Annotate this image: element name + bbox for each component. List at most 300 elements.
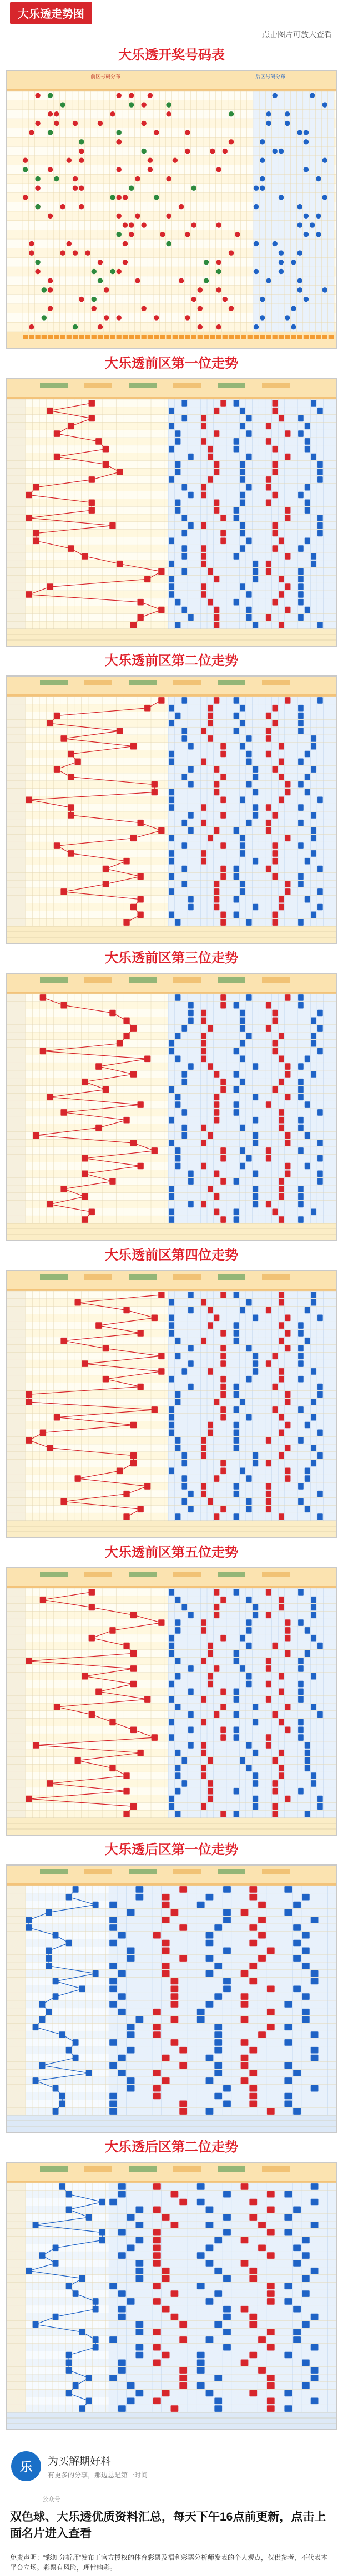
stat-marker	[266, 1101, 271, 1108]
stat-marker	[279, 1604, 284, 1611]
draw-marker	[47, 720, 53, 727]
stat-marker	[284, 2093, 292, 2100]
stat-marker	[169, 1140, 174, 1146]
stat-marker	[273, 461, 278, 468]
chart-image[interactable]	[6, 1864, 337, 2133]
stat-marker	[179, 2375, 187, 2381]
stat-marker	[266, 1612, 271, 1619]
stat-marker	[109, 2283, 117, 2290]
stat-marker	[208, 1650, 213, 1657]
stat-marker	[273, 1811, 278, 1817]
draw-marker	[66, 2367, 72, 2374]
front-ball	[29, 250, 34, 255]
stat-marker	[311, 2085, 319, 2092]
stat-marker	[246, 751, 252, 758]
draw-marker	[46, 1955, 52, 1962]
stat-marker	[223, 2229, 231, 2236]
stat-marker	[220, 797, 226, 804]
stat-marker	[240, 842, 245, 849]
stat-marker	[311, 1040, 316, 1047]
stat-marker	[305, 1132, 310, 1139]
stat-marker	[253, 1796, 259, 1802]
stat-marker	[234, 866, 239, 872]
front-ball	[48, 167, 53, 172]
stat-marker	[298, 1665, 304, 1672]
front-ball	[110, 195, 115, 200]
stat-marker	[206, 2108, 214, 2115]
stat-marker	[284, 2405, 292, 2412]
stat-marker	[234, 1811, 239, 1817]
stat-marker	[175, 1673, 181, 1680]
stat-marker	[181, 530, 187, 537]
stat-marker	[246, 1765, 252, 1772]
draw-marker	[103, 1345, 109, 1352]
front-ball	[48, 214, 53, 219]
stat-marker	[246, 614, 252, 621]
chart-image[interactable]	[6, 2162, 337, 2430]
draw-marker	[60, 1338, 67, 1344]
chart-block-2	[6, 647, 337, 944]
stat-marker	[169, 561, 174, 567]
front-ball	[110, 111, 115, 116]
stat-marker	[267, 2405, 275, 2412]
stat-marker	[311, 1917, 319, 1923]
stat-marker	[179, 2062, 187, 2069]
stat-marker	[206, 2260, 214, 2267]
stat-marker	[234, 873, 239, 880]
stat-marker	[214, 904, 220, 911]
stat-marker	[135, 2329, 143, 2335]
stat-marker	[298, 583, 304, 590]
stat-marker	[266, 561, 271, 567]
stat-marker	[175, 599, 181, 606]
stat-marker	[266, 1002, 271, 1009]
stat-marker	[175, 1391, 181, 1398]
stat-marker	[273, 530, 278, 537]
stat-marker	[317, 904, 323, 911]
stat-marker	[214, 1171, 220, 1177]
back-ball	[279, 269, 284, 274]
stat-marker	[298, 705, 304, 712]
stat-marker	[220, 1353, 226, 1360]
stat-marker	[197, 2016, 205, 2023]
front-ball	[216, 287, 221, 292]
stat-marker	[175, 1811, 181, 1817]
stat-marker	[305, 507, 310, 514]
stat-marker	[181, 400, 187, 407]
draw-marker	[130, 622, 137, 628]
stat-marker	[266, 1665, 271, 1672]
chart-title: 大乐透开奖号码表	[118, 48, 225, 63]
front-ball	[135, 176, 140, 181]
stat-marker	[284, 2101, 292, 2107]
front-ball	[185, 315, 190, 320]
stat-marker	[175, 1033, 181, 1039]
draw-marker	[82, 1079, 88, 1085]
stat-marker	[175, 1627, 181, 1634]
stat-marker	[311, 2314, 319, 2320]
draw-marker	[54, 766, 60, 773]
stat-marker	[311, 2398, 319, 2405]
stat-marker	[298, 1193, 304, 1200]
stat-marker	[305, 1056, 310, 1063]
stat-marker	[246, 1643, 252, 1649]
stat-marker	[246, 415, 252, 422]
stat-marker	[311, 2199, 319, 2206]
stat-marker	[285, 1627, 291, 1634]
stat-marker	[302, 2237, 310, 2244]
stat-marker	[266, 728, 271, 734]
stat-marker	[220, 1734, 226, 1741]
stat-marker	[169, 476, 174, 483]
stat-marker	[153, 2360, 161, 2366]
draw-marker	[93, 2306, 99, 2313]
stat-marker	[273, 1209, 278, 1216]
stat-marker	[188, 1727, 194, 1734]
stat-marker	[246, 1155, 252, 1162]
stat-marker	[175, 1353, 181, 1360]
stat-marker	[273, 1086, 278, 1093]
stat-marker	[305, 751, 310, 758]
stat-marker	[223, 1986, 231, 1993]
stat-marker	[293, 1955, 301, 1962]
promo-desc: 有更多的分享，那边总是第一时间	[48, 2471, 148, 2479]
stat-marker	[181, 545, 187, 552]
draw-marker	[53, 2245, 59, 2252]
draw-marker	[130, 1071, 137, 1078]
stat-marker	[234, 1788, 239, 1795]
stat-marker	[246, 919, 252, 926]
stat-marker	[302, 2252, 310, 2259]
draw-marker	[26, 1796, 32, 1802]
draw-marker	[158, 568, 164, 575]
draw-marker	[33, 2222, 39, 2228]
stat-marker	[311, 735, 316, 742]
draw-marker	[33, 530, 39, 537]
stat-marker	[273, 1010, 278, 1017]
draw-marker	[89, 400, 95, 407]
stat-marker	[279, 1322, 284, 1329]
front-ball	[35, 121, 40, 126]
stat-marker	[214, 1399, 220, 1405]
draw-marker	[47, 1780, 53, 1787]
draw-marker	[73, 2290, 79, 2297]
stat-marker	[181, 1498, 187, 1505]
stat-marker	[208, 1498, 213, 1505]
draw-marker	[66, 2390, 72, 2397]
stat-marker	[118, 2360, 126, 2366]
front-ball	[198, 306, 203, 311]
stat-marker	[298, 1063, 304, 1070]
stat-marker	[214, 781, 220, 788]
draw-marker	[123, 1033, 129, 1039]
stat-marker	[127, 2024, 135, 2031]
stat-marker	[266, 751, 271, 758]
stat-marker	[234, 1109, 239, 1116]
stat-marker	[311, 1071, 316, 1078]
stat-marker	[175, 1597, 181, 1603]
front-ball	[60, 250, 65, 255]
draw-marker	[109, 522, 115, 529]
stat-marker	[279, 1033, 284, 1039]
stat-marker	[311, 912, 316, 918]
stat-marker	[234, 1216, 239, 1223]
stat-marker	[266, 804, 271, 811]
draw-marker	[130, 1460, 137, 1467]
stat-marker	[208, 1681, 213, 1688]
stat-marker	[273, 720, 278, 727]
stat-marker	[240, 1018, 245, 1024]
stat-marker	[285, 1132, 291, 1139]
stat-marker	[240, 881, 245, 887]
stat-marker	[135, 2260, 143, 2267]
stat-marker	[317, 522, 323, 529]
stat-marker	[267, 2108, 275, 2115]
stat-marker	[175, 1338, 181, 1344]
stat-marker	[169, 850, 174, 857]
stat-marker	[249, 2101, 257, 2107]
trend-chart-graphic	[7, 71, 336, 348]
stat-marker	[266, 827, 271, 834]
stat-marker	[206, 2222, 214, 2228]
stat-marker	[169, 1193, 174, 1200]
stat-marker	[153, 2398, 161, 2405]
stat-marker	[285, 1422, 291, 1429]
stat-marker	[208, 1322, 213, 1329]
stat-marker	[241, 2055, 249, 2061]
draw-marker	[89, 1209, 95, 1216]
stat-marker	[302, 1963, 310, 1969]
promo-name[interactable]: 为买解期好料	[48, 2456, 112, 2467]
stat-marker	[197, 2382, 205, 2389]
chart-image[interactable]	[6, 675, 337, 944]
draw-marker	[152, 1406, 158, 1413]
draw-marker	[138, 599, 144, 606]
draw-marker	[26, 492, 32, 499]
stat-marker	[305, 1757, 310, 1764]
draw-marker	[75, 1299, 81, 1306]
stat-marker	[214, 766, 220, 773]
stat-marker	[249, 2047, 257, 2054]
stat-marker	[201, 1299, 206, 1306]
stat-marker	[162, 2214, 170, 2221]
stat-marker	[223, 2101, 231, 2107]
zoom-hint: 点击图片可放大查看	[262, 30, 332, 39]
stat-marker	[169, 858, 174, 865]
stat-marker	[214, 1094, 220, 1101]
stat-marker	[188, 1491, 194, 1497]
draw-marker	[138, 1330, 144, 1337]
stat-marker	[234, 1292, 239, 1298]
stat-marker	[169, 1330, 174, 1337]
stat-marker	[201, 804, 206, 811]
stat-marker	[305, 1742, 310, 1749]
draw-marker	[82, 1360, 88, 1367]
stat-marker	[246, 759, 252, 765]
stat-marker	[298, 781, 304, 788]
front-ball	[216, 260, 221, 265]
stat-marker	[317, 1491, 323, 1497]
draw-marker	[152, 1315, 158, 1322]
stat-marker	[234, 507, 239, 514]
stat-marker	[153, 2024, 161, 2031]
stat-marker	[181, 1109, 187, 1116]
stat-marker	[118, 1970, 126, 1977]
stat-marker	[302, 1948, 310, 1954]
stat-marker	[298, 820, 304, 826]
front-ball	[204, 260, 209, 265]
stat-marker	[298, 1681, 304, 1688]
stat-marker	[298, 759, 304, 765]
stat-marker	[175, 919, 181, 926]
back-ball	[316, 214, 321, 219]
stat-marker	[181, 1460, 187, 1467]
stat-marker	[279, 1452, 284, 1459]
front-ball	[104, 315, 109, 320]
back-ball	[297, 130, 302, 135]
draw-marker	[130, 1681, 137, 1688]
stat-marker	[197, 2252, 205, 2259]
stat-marker	[175, 1445, 181, 1451]
draw-marker	[33, 2077, 39, 2084]
stat-marker	[234, 1086, 239, 1093]
stat-marker	[317, 1171, 323, 1177]
stat-marker	[109, 2108, 117, 2115]
stat-marker	[302, 2016, 310, 2023]
stat-marker	[305, 1506, 310, 1513]
back-ball	[297, 278, 302, 283]
stat-marker	[214, 1209, 220, 1216]
draw-marker	[66, 2047, 72, 2054]
stat-marker	[285, 507, 291, 514]
chart-image[interactable]	[6, 1270, 337, 1538]
stat-marker	[266, 1437, 271, 1444]
draw-marker	[103, 1376, 109, 1383]
stat-marker	[285, 1315, 291, 1322]
front-ball	[73, 186, 78, 191]
chart-title: 大乐透前区第三位走势	[105, 951, 238, 966]
stat-marker	[179, 2321, 187, 2328]
stat-marker	[206, 2298, 214, 2305]
stat-marker	[249, 2093, 257, 2100]
stat-marker	[135, 2321, 143, 2328]
draw-marker	[158, 697, 164, 704]
stat-marker	[305, 1422, 310, 1429]
draw-marker	[59, 2183, 65, 2190]
stat-marker	[298, 1788, 304, 1795]
draw-marker	[123, 858, 129, 865]
draw-marker	[103, 461, 109, 468]
draw-marker	[33, 2024, 39, 2031]
stat-marker	[285, 430, 291, 437]
draw-marker	[109, 1765, 115, 1772]
draw-marker	[138, 1506, 144, 1513]
stat-marker	[302, 2009, 310, 2015]
stat-marker	[311, 1460, 316, 1467]
stat-marker	[249, 2314, 257, 2320]
stat-marker	[175, 1163, 181, 1170]
stat-marker	[234, 1513, 239, 1520]
stat-marker	[258, 2031, 266, 2038]
stat-marker	[273, 599, 278, 606]
stat-marker	[181, 1452, 187, 1459]
front-ball	[116, 315, 121, 320]
stat-marker	[267, 2207, 275, 2213]
stat-marker	[223, 2191, 231, 2198]
stat-marker	[162, 1948, 170, 1954]
stat-marker	[241, 2062, 249, 2069]
stat-marker	[284, 2283, 292, 2290]
stat-marker	[240, 1757, 245, 1764]
front-ball	[116, 195, 121, 200]
stat-marker	[298, 1689, 304, 1695]
stat-marker	[302, 1894, 310, 1901]
stat-marker	[214, 2398, 222, 2405]
chart-image[interactable]	[6, 378, 337, 647]
stat-marker	[188, 766, 194, 773]
draw-marker	[130, 1452, 137, 1459]
stat-marker	[169, 1299, 174, 1306]
stat-marker	[188, 1612, 194, 1619]
stat-marker	[311, 1978, 319, 1985]
stat-marker	[201, 561, 206, 567]
stat-marker	[197, 2360, 205, 2366]
stat-marker	[267, 2344, 275, 2351]
front-ball	[60, 204, 65, 209]
stat-marker	[208, 599, 213, 606]
stat-marker	[214, 2039, 222, 2046]
stat-marker	[298, 1406, 304, 1413]
stat-marker	[266, 1201, 271, 1208]
stat-marker	[298, 1360, 304, 1367]
stat-marker	[311, 561, 316, 567]
stat-marker	[253, 858, 259, 865]
stat-marker	[201, 1491, 206, 1497]
stat-marker	[214, 1109, 220, 1116]
stat-marker	[197, 1902, 205, 1908]
stat-marker	[181, 1071, 187, 1078]
chart-block-3	[6, 944, 337, 1241]
front-ball	[191, 297, 196, 302]
stat-marker	[279, 1673, 284, 1680]
stat-marker	[188, 1178, 194, 1185]
chart-image[interactable]	[6, 973, 337, 1241]
front-ball	[35, 186, 40, 191]
promo-card[interactable]	[6, 2441, 337, 2491]
promo-avatar[interactable]: 乐	[11, 2451, 41, 2481]
trend-chart-graphic	[7, 379, 336, 646]
stat-marker	[201, 1163, 206, 1170]
stat-marker	[317, 1140, 323, 1146]
chart-image[interactable]	[6, 70, 337, 349]
stat-marker	[220, 812, 226, 819]
stat-marker	[240, 545, 245, 552]
stat-marker	[201, 553, 206, 560]
stat-marker	[223, 1978, 231, 1985]
draw-marker	[89, 500, 95, 506]
stat-marker	[285, 835, 291, 842]
trend-chart-graphic	[7, 1271, 336, 1537]
front-ball	[160, 232, 165, 237]
chart-image[interactable]	[6, 1567, 337, 1836]
stat-marker	[293, 1924, 301, 1931]
stat-marker	[266, 1483, 271, 1490]
stat-marker	[214, 461, 220, 468]
stat-marker	[214, 1924, 222, 1931]
draw-marker	[109, 1010, 115, 1017]
draw-marker	[26, 2268, 32, 2274]
stat-marker	[240, 797, 245, 804]
